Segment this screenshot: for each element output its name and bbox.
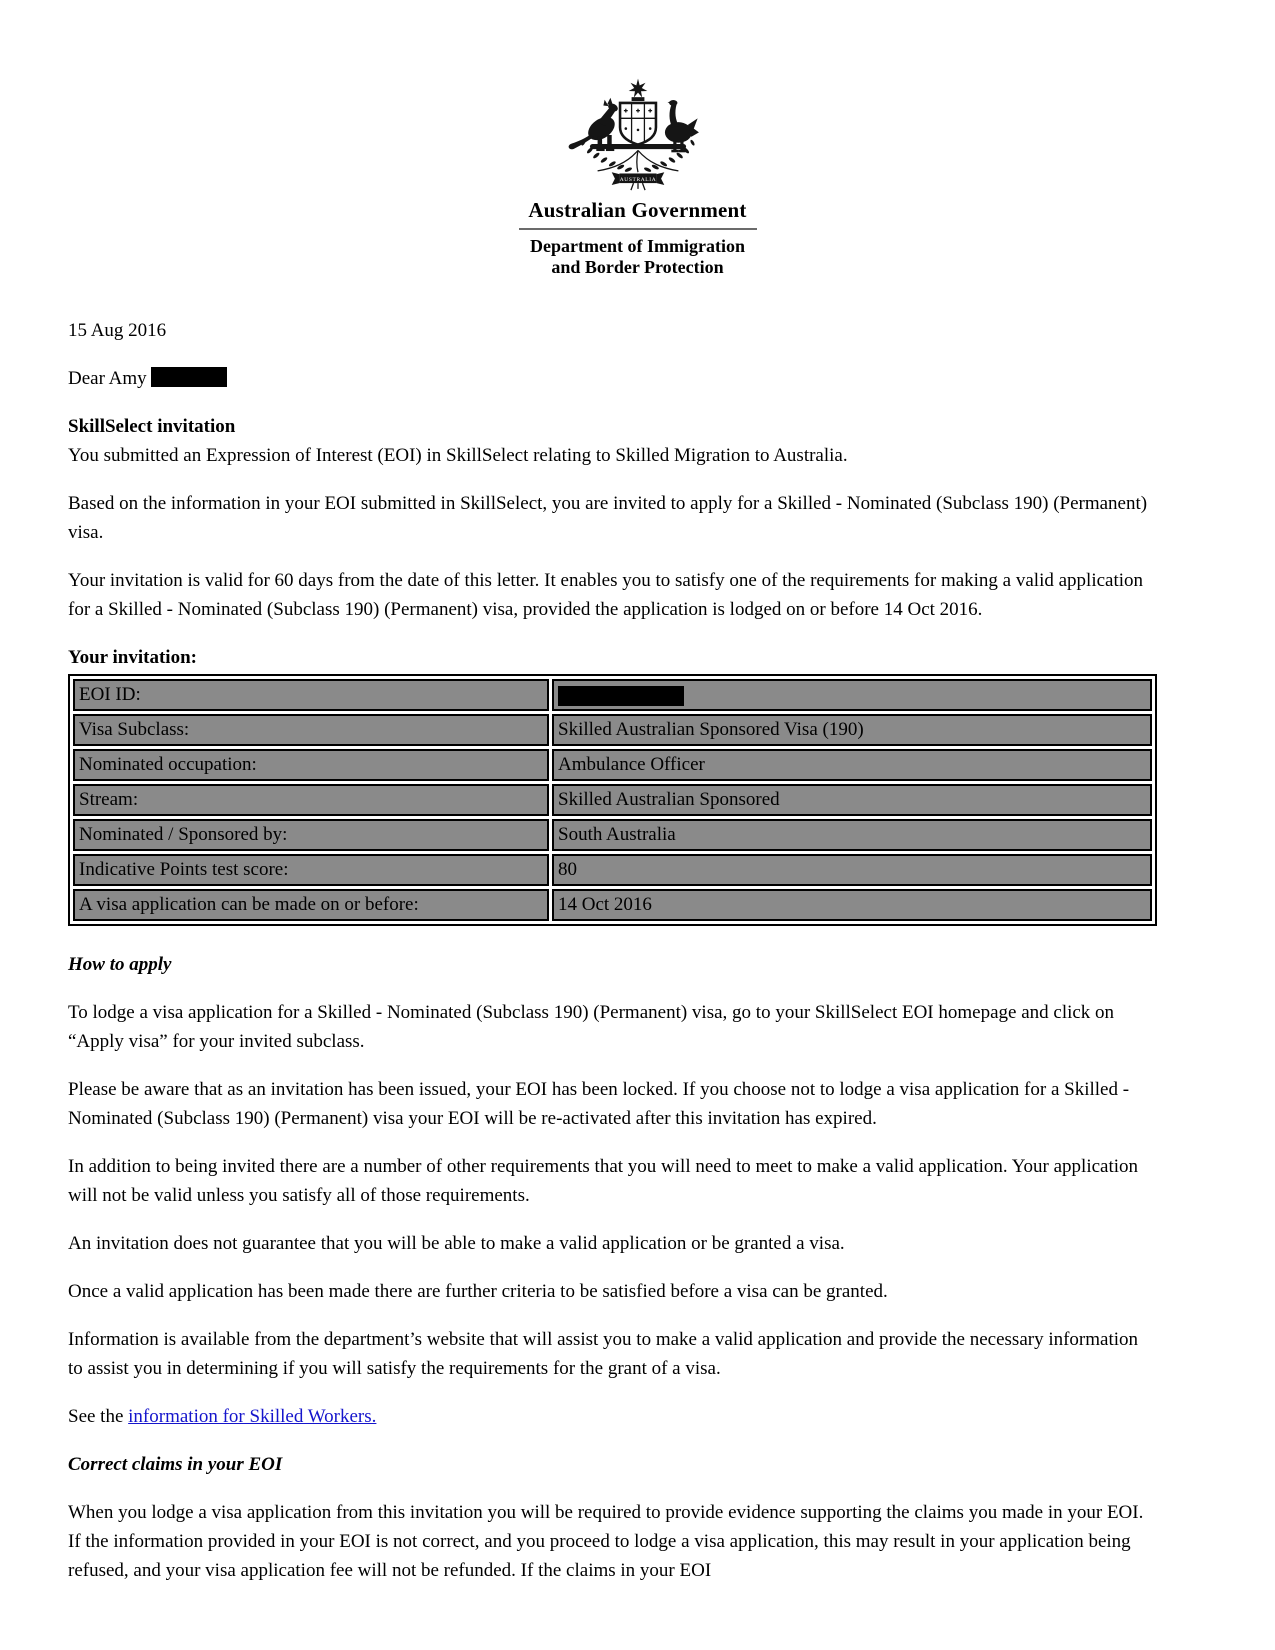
header-divider bbox=[519, 228, 757, 230]
paragraph-invitation-validity: Your invitation is valid for 60 days from the date of this letter. It enables you to satisfy one of the requirements for making a valid application for a Skilled - Nominated (Subclass 190) (Permanent) visa, provided the application is lodged on or before 14 Oct 2016. bbox=[68, 570, 1144, 620]
department-name bbox=[0, 236, 1275, 278]
department-name-line2: and Border Protection bbox=[551, 257, 724, 277]
australian-coat-of-arms-icon bbox=[562, 76, 714, 194]
see-the-line bbox=[68, 1402, 1157, 1431]
invitation-table-heading: Your invitation: bbox=[68, 647, 197, 668]
paragraph-further-criteria: Once a valid application has been made there are further criteria to be satisfied before a visa can be granted. bbox=[68, 1281, 888, 1302]
invitation-row-points-score bbox=[73, 854, 1152, 886]
invitation-row-stream bbox=[73, 784, 1152, 816]
section-heading-correct-claims: Correct claims in your EOI bbox=[68, 1454, 283, 1475]
invitation-row-eoi-id bbox=[73, 679, 1152, 711]
skilled-workers-information-link[interactable]: information for Skilled Workers. bbox=[128, 1406, 377, 1427]
invitation-label-cell: Nominated / Sponsored by: bbox=[73, 819, 549, 851]
salutation-text: Dear Amy bbox=[68, 368, 147, 389]
invitation-value-cell bbox=[552, 679, 1152, 711]
paragraph-other-requirements: In addition to being invited there are a number of other requirements that you will need to meet to make a valid application. Your application will not be valid unless you satisfy all of those requirements. bbox=[68, 1156, 1139, 1206]
invitation-label-cell: Visa Subclass: bbox=[73, 714, 549, 746]
letter-content bbox=[68, 316, 1157, 1585]
paragraph-invited-to-apply: Based on the information in your EOI submitted in SkillSelect, you are invited to apply for a Skilled - Nominated (Subclass 190) (Permanent) visa. bbox=[68, 493, 1148, 543]
see-the-prefix: See the bbox=[68, 1406, 129, 1427]
invitation-label-cell: Indicative Points test score: bbox=[73, 854, 549, 886]
invitation-row-nominated-occupation bbox=[73, 749, 1152, 781]
invitation-row-nominated-sponsored-by bbox=[73, 819, 1152, 851]
invitation-table bbox=[68, 674, 1157, 926]
svg-text:AUSTRALIA: AUSTRALIA bbox=[619, 176, 656, 183]
invitation-value-cell: Ambulance Officer bbox=[552, 749, 1152, 781]
salutation-line bbox=[68, 364, 1157, 393]
invitation-value-cell: South Australia bbox=[552, 819, 1152, 851]
department-name-line1: Department of Immigration bbox=[530, 236, 745, 256]
invitation-value-cell: Skilled Australian Sponsored bbox=[552, 784, 1152, 816]
invitation-value-cell: Skilled Australian Sponsored Visa (190) bbox=[552, 714, 1152, 746]
invitation-label-cell: A visa application can be made on or before: bbox=[73, 889, 549, 921]
invitation-value-cell: 80 bbox=[552, 854, 1152, 886]
invitation-label-cell: Stream: bbox=[73, 784, 549, 816]
paragraph-no-guarantee: An invitation does not guarantee that you will be able to make a valid application or be granted a visa. bbox=[68, 1233, 845, 1254]
invitation-label-cell: EOI ID: bbox=[73, 679, 549, 711]
paragraph-correct-claims: When you lodge a visa application from this invitation you will be required to provide evidence supporting the claims you made in your EOI. If the information provided in your EOI is not correct, and you proceed to lodge a visa application, this may result in your application being refused, and your visa application fee will not be refunded. If the claims in your EOI bbox=[68, 1502, 1144, 1581]
invitation-value-cell: 14 Oct 2016 bbox=[552, 889, 1152, 921]
letter-date: 15 Aug 2016 bbox=[68, 320, 167, 341]
paragraph-lodge-instructions: To lodge a visa application for a Skilled - Nominated (Subclass 190) (Permanent) visa, go to your SkillSelect EOI homepage and click on “Apply visa” for your invited subclass. bbox=[68, 1002, 1115, 1052]
paragraph-eoi-locked: Please be aware that as an invitation has been issued, your EOI has been locked. If you choose not to lodge a visa application for a Skilled - Nominated (Subclass 190) (Permanent) visa your EOI will be re-activated after this invitation has expired. bbox=[68, 1079, 1130, 1129]
paragraph-eoi-submitted: You submitted an Expression of Interest (EOI) in SkillSelect relating to Skilled Migration to Australia. bbox=[68, 445, 848, 466]
invitation-row-visa-subclass bbox=[73, 714, 1152, 746]
redacted-recipient-surname bbox=[151, 367, 227, 387]
redacted-eoi-id bbox=[558, 686, 684, 706]
paragraph-department-website-info: Information is available from the department’s website that will assist you to make a valid application and provide the necessary information to assist you in determining if you will satisfy the requirements for the grant of a visa. bbox=[68, 1329, 1139, 1379]
government-name: Australian Government bbox=[528, 198, 747, 222]
section-heading-how-to-apply: How to apply bbox=[68, 954, 172, 975]
invitation-label-cell: Nominated occupation: bbox=[73, 749, 549, 781]
invitation-row-apply-before-date bbox=[73, 889, 1152, 921]
government-header bbox=[0, 0, 1275, 278]
section-heading-skillselect-invitation: SkillSelect invitation bbox=[68, 416, 236, 437]
